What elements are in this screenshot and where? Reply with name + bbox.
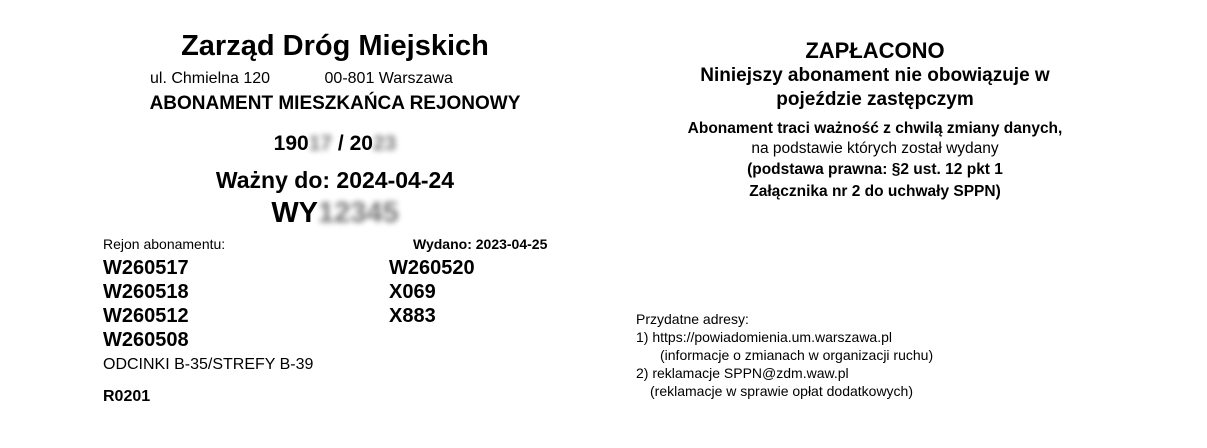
zone-code: X069	[389, 281, 436, 303]
address-street: ul. Chmielna 120	[150, 70, 271, 87]
useful-item-email: 2) reklamacje SPPN@zdm.waw.pl	[636, 365, 849, 381]
pass-number-separator: / 20	[332, 132, 373, 155]
address-postal-city: 00-801 Warszawa	[324, 70, 453, 87]
pass-number	[95, 132, 575, 156]
segments-info: ODCINKI B-35/STREFY B-39	[103, 356, 314, 373]
issued-date: Wydano: 2023-04-25	[413, 236, 548, 252]
expiry-basis: na podstawie których został wydany	[751, 140, 999, 157]
zone-code: X883	[389, 305, 436, 327]
pass-number-redacted: 17	[308, 132, 333, 155]
zones-left	[103, 256, 189, 352]
paid-status: ZAPŁACONO	[805, 38, 945, 63]
replacement-vehicle-notice	[620, 64, 1130, 112]
region-label: Rejon abonamentu:	[103, 236, 226, 252]
zones-right	[389, 256, 475, 328]
useful-item-link: 1) https://powiadomienia.um.warszawa.pl	[636, 329, 893, 345]
notice-line: Niniejszy abonament nie obowiązuje w	[700, 65, 1050, 86]
useful-title: Przydatne adresy:	[636, 311, 749, 327]
zone-code: W260512	[103, 305, 189, 327]
vehicle-plate	[95, 197, 575, 230]
zone-code: W260520	[389, 257, 475, 279]
pass-type: ABONAMENT MIESZKAŃCA REJONOWY	[149, 93, 521, 114]
pass-number-prefix: 190	[273, 132, 309, 155]
legal-basis-line: Załącznika nr 2 do uchwały SPPN)	[749, 183, 1001, 200]
notice-line: pojeździe zastępczym	[776, 89, 974, 110]
expiry-notice: Abonament traci ważność z chwilą zmiany danych,	[687, 120, 1063, 137]
pass-number-redacted-tail: 23	[372, 132, 397, 155]
address-row	[150, 70, 453, 88]
org-name: Zarząd Dróg Miejskich	[181, 30, 489, 62]
useful-addresses	[636, 310, 933, 400]
useful-item-note: (informacje o zmianach w organizacji ruchu)	[660, 347, 934, 363]
valid-to: Ważny do: 2024-04-24	[215, 167, 455, 193]
zone-code: W260517	[103, 257, 189, 279]
useful-item-note: (reklamacje w sprawie opłat dodatkowych)	[650, 383, 913, 399]
zone-code: W260518	[103, 281, 189, 303]
zone-code: W260508	[103, 329, 189, 351]
document-code: R0201	[103, 388, 151, 405]
legal-basis-line: (podstawa prawna: §2 ust. 12 pkt 1	[747, 161, 1003, 178]
plate-redacted: 12345	[318, 197, 399, 229]
plate-prefix: WY	[271, 197, 319, 229]
